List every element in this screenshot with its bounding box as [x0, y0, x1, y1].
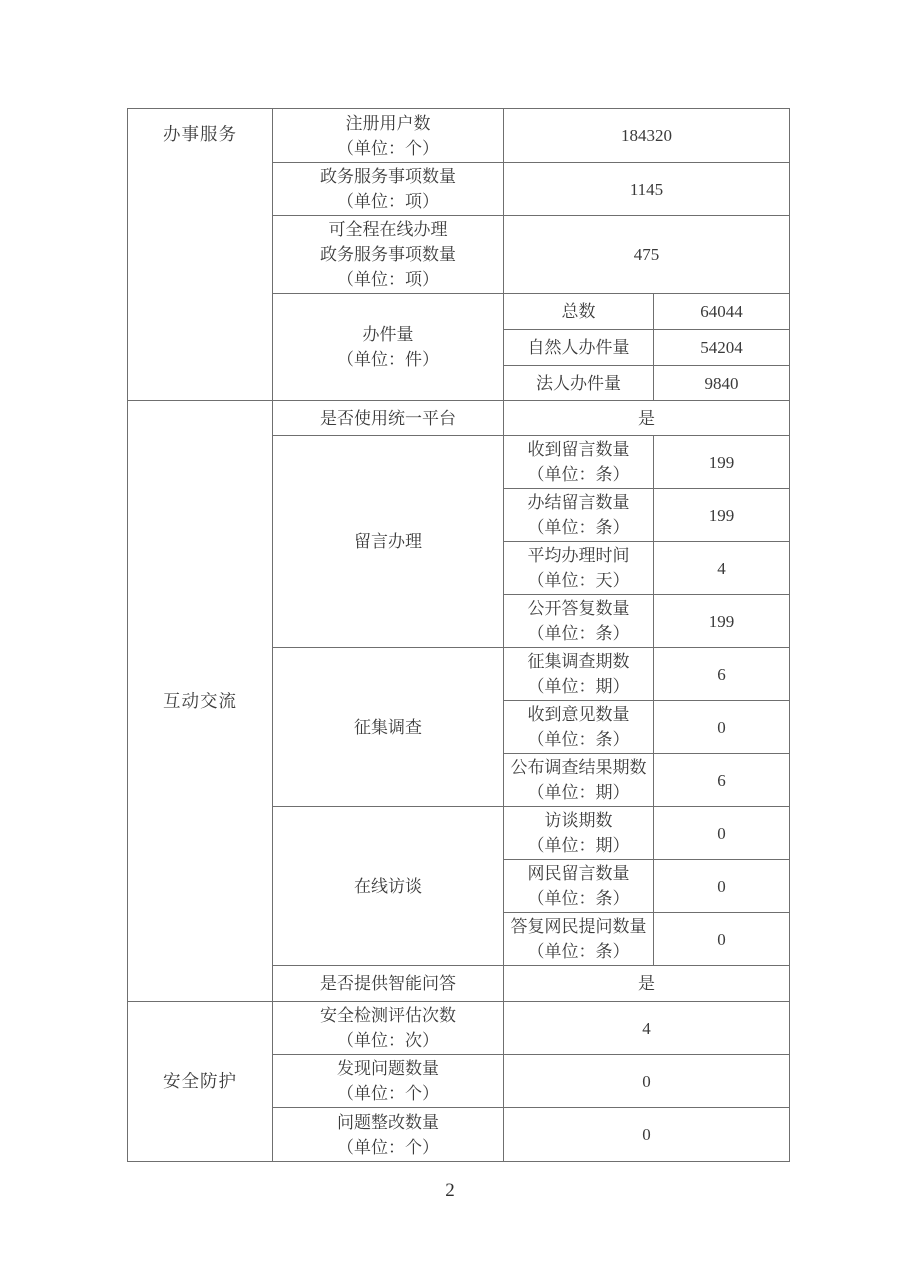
table-row: [128, 1002, 790, 1055]
sub-item-label: 办结留言数量: [527, 493, 630, 512]
category-label: 安全防护: [163, 1071, 237, 1091]
sub-item-label: 答复网民提问数量: [510, 917, 647, 936]
item-cell-smart-qa: 是否提供智能问答: [273, 966, 504, 1002]
value-cell: 0: [654, 860, 790, 913]
item-cell-online-items: [273, 216, 504, 294]
item-label: 注册用户数: [345, 113, 431, 133]
value-cell: 184320: [504, 109, 790, 163]
value-cell: 是: [504, 966, 790, 1002]
value-cell: 9840: [654, 366, 790, 401]
item-cell-registered-users: [273, 109, 504, 163]
category-cell-interaction: [128, 401, 273, 1002]
sub-item-cell: [504, 860, 654, 913]
item-cell-unified-platform: 是否使用统一平台: [273, 401, 504, 436]
sub-item-label: 访谈期数: [544, 811, 613, 830]
sub-item-label: 收到意见数量: [527, 705, 630, 724]
report-table: [127, 108, 790, 1162]
item-cell-problems-fixed: [273, 1108, 504, 1162]
value-cell: 6: [654, 754, 790, 807]
item-cell-survey: 征集调查: [273, 648, 504, 807]
value-cell: 4: [504, 1002, 790, 1055]
sub-item-cell: [504, 648, 654, 701]
sub-item-label: 公开答复数量: [527, 599, 630, 618]
item-label: 办件量: [362, 325, 414, 344]
sub-item-unit: （单位：条）: [527, 465, 630, 484]
sub-item-unit: （单位：条）: [527, 730, 630, 749]
value-cell: 4: [654, 542, 790, 595]
sub-item-unit: （单位：条）: [527, 942, 630, 961]
sub-item-cell: [504, 436, 654, 489]
document-page: [127, 108, 791, 1162]
sub-item-label: 收到留言数量: [527, 440, 630, 459]
sub-item-unit: （单位：天）: [527, 571, 630, 590]
sub-item-unit: （单位：条）: [527, 624, 630, 643]
sub-item-label: 公布调查结果期数: [510, 758, 647, 777]
sub-item-unit: （单位：条）: [527, 518, 630, 537]
sub-item-unit: （单位：期）: [527, 836, 630, 855]
sub-item-cell: [504, 754, 654, 807]
sub-item-cell: 自然人办件量: [504, 330, 654, 366]
value-cell: 199: [654, 489, 790, 542]
sub-item-cell: [504, 489, 654, 542]
value-cell: 0: [504, 1108, 790, 1162]
value-cell: 199: [654, 436, 790, 489]
value-cell: 64044: [654, 294, 790, 330]
sub-item-unit: （单位：期）: [527, 677, 630, 696]
sub-item-cell: [504, 542, 654, 595]
sub-item-cell: [504, 595, 654, 648]
sub-item-cell: [504, 913, 654, 966]
value-cell: 0: [654, 701, 790, 754]
sub-item-unit: （单位：条）: [527, 889, 630, 908]
value-cell: 0: [504, 1055, 790, 1108]
value-cell: 是: [504, 401, 790, 436]
item-unit: （单位：个）: [337, 1084, 439, 1103]
item-unit: （单位：次）: [337, 1031, 439, 1050]
item-cell-security-checks: [273, 1002, 504, 1055]
sub-item-label: 平均办理时间: [527, 546, 630, 565]
item-cell-online-interview: 在线访谈: [273, 807, 504, 966]
item-cell-message-handling: 留言办理: [273, 436, 504, 648]
item-unit: （单位：个）: [337, 1137, 439, 1157]
sub-item-unit: （单位：期）: [527, 783, 630, 802]
item-label: 政务服务事项数量: [320, 245, 456, 264]
item-label: 发现问题数量: [337, 1059, 439, 1078]
value-cell: 0: [654, 913, 790, 966]
sub-item-cell: 总数: [504, 294, 654, 330]
item-cell-service-items: [273, 163, 504, 216]
item-label: 政务服务事项数量: [320, 167, 456, 186]
item-unit: （单位：项）: [337, 192, 439, 211]
sub-item-label: 网民留言数量: [527, 864, 630, 883]
item-label: 可全程在线办理: [328, 220, 448, 239]
table-row: [128, 401, 790, 436]
value-cell: 54204: [654, 330, 790, 366]
page-number: 2: [445, 1180, 455, 1201]
sub-item-cell: [504, 701, 654, 754]
table-row: [128, 109, 790, 163]
category-cell-security: [128, 1002, 273, 1162]
item-unit: （单位：个）: [337, 138, 439, 158]
item-label: 安全检测评估次数: [320, 1006, 456, 1025]
item-cell-problems-found: [273, 1055, 504, 1108]
item-cell-case-volume: [273, 294, 504, 401]
value-cell: 0: [654, 807, 790, 860]
item-label: 问题整改数量: [337, 1112, 439, 1132]
value-cell: 1145: [504, 163, 790, 216]
value-cell: 6: [654, 648, 790, 701]
sub-item-cell: 法人办件量: [504, 366, 654, 401]
value-cell: 199: [654, 595, 790, 648]
value-cell: 475: [504, 216, 790, 294]
sub-item-cell: [504, 807, 654, 860]
sub-item-label: 征集调查期数: [527, 652, 630, 671]
item-unit: （单位：项）: [337, 270, 439, 289]
category-label: 办事服务: [163, 124, 237, 144]
category-label: 互动交流: [163, 690, 237, 711]
category-cell-services: [128, 109, 273, 401]
item-unit: （单位：件）: [337, 350, 439, 369]
